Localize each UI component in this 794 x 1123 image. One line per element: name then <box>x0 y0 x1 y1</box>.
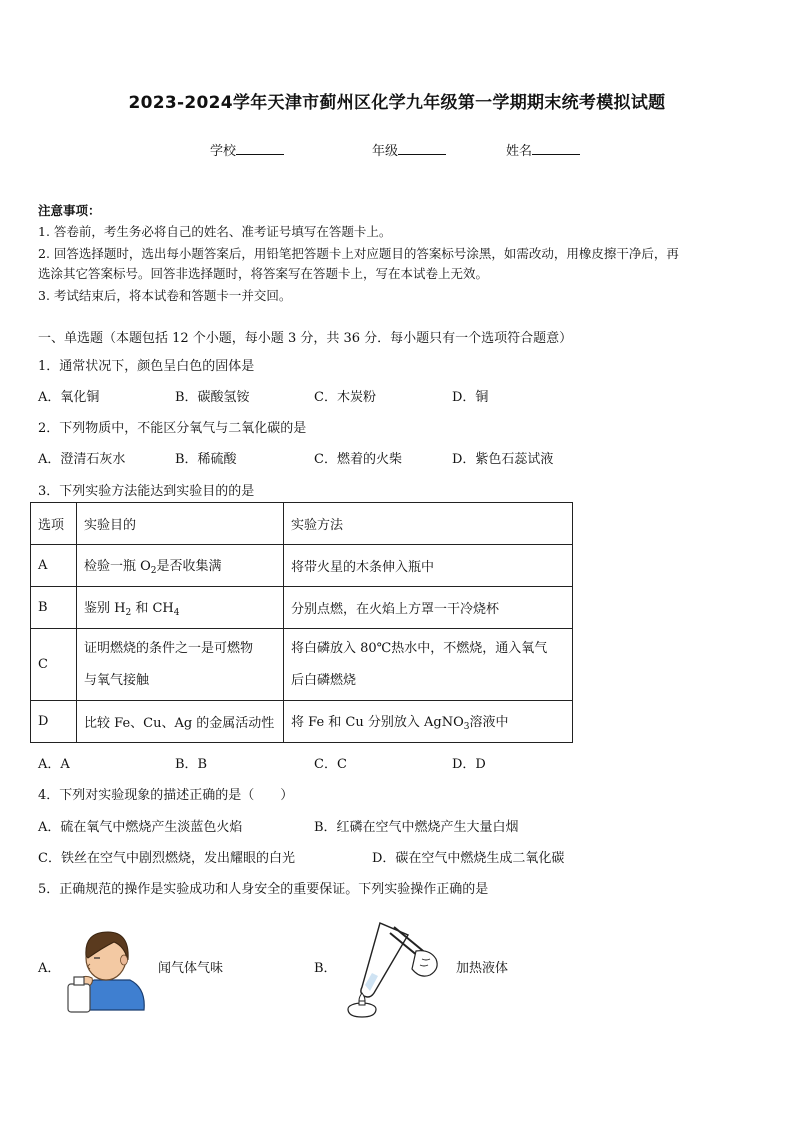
q3-stem: 3．下列实验方法能达到实验目的的是 <box>38 484 255 499</box>
header-option: 选项 <box>31 503 77 545</box>
name-blank <box>532 142 580 155</box>
table-row <box>31 545 573 587</box>
q5-option-a-label: A． <box>38 961 61 976</box>
q2-option-a: A．澄清石灰水 <box>38 452 126 467</box>
name-field <box>506 140 580 159</box>
notice-heading: 注意事项： <box>38 203 101 218</box>
header-method: 实验方法 <box>284 503 573 545</box>
notice-item-3: 3. 考试结束后，将本试卷和答题卡一并交回。 <box>38 288 292 303</box>
table-header-row <box>31 503 573 545</box>
notice-item-2-cont: 选涂其它答案标号。回答非选择题时，将答案写在答题卡上，写在本试卷上无效。 <box>38 266 489 281</box>
q5-option-a-text: 闻气体气味 <box>158 961 224 976</box>
row-b-option: B <box>31 587 77 629</box>
row-a-goal: 检验一瓶 $O_2$是否收集满 <box>77 545 284 587</box>
q2-option-b: B．稀硫酸 <box>175 452 237 467</box>
row-c-method: 将白磷放入 80℃热水中，不燃烧，通入氧气 后白磷燃烧 <box>284 629 573 701</box>
school-blank <box>236 142 284 155</box>
q1-option-b: B．碳酸氢铵 <box>175 390 250 405</box>
q1-stem: 1．通常状况下，颜色呈白色的固体是 <box>38 359 255 374</box>
q5-option-b-text: 加热液体 <box>456 961 509 976</box>
row-b-goal: 鉴别 $H_2$ 和 $CH_4$ <box>77 587 284 629</box>
row-d-method: 将 Fe 和 Cu 分别放入 AgNO$_3$溶液中 <box>284 701 573 743</box>
smelling-gas-illustration <box>64 922 148 1014</box>
q3-option-d: D．D <box>452 757 486 772</box>
q4-option-d: D．碳在空气中燃烧生成二氧化碳 <box>372 851 565 866</box>
q5-option-b-label: B． <box>314 961 337 976</box>
row-d-option: D <box>31 701 77 743</box>
row-c-goal: 证明燃烧的条件之一是可燃物 与氧气接触 <box>77 629 284 701</box>
school-label: 学校 <box>210 144 237 159</box>
row-a-option: A <box>31 545 77 587</box>
q4-stem: 4．下列对实验现象的描述正确的是（ ） <box>38 788 294 803</box>
header-goal: 实验目的 <box>77 503 284 545</box>
school-field <box>210 140 284 159</box>
row-a-method: 将带火星的木条伸入瓶中 <box>284 545 573 587</box>
q1-option-a: A．氧化铜 <box>38 390 100 405</box>
q4-option-b: B．红磷在空气中燃烧产生大量白烟 <box>314 820 519 835</box>
name-label: 姓名 <box>506 144 533 159</box>
notice-item-1: 1. 答卷前，考生务必将自己的姓名、准考证号填写在答题卡上。 <box>38 224 392 239</box>
exam-title: 2023-2024学年天津市蓟州区化学九年级第一学期期末统考模拟试题 <box>128 93 666 113</box>
table-row <box>31 629 573 701</box>
grade-blank <box>398 142 446 155</box>
q2-option-d: D．紫色石蕊试液 <box>452 452 554 467</box>
row-d-goal: 比较 Fe、Cu、Ag 的金属活动性 <box>77 701 284 743</box>
q5-stem: 5．正确规范的操作是实验成功和人身安全的重要保证。下列实验操作正确的是 <box>38 882 489 897</box>
q2-option-c: C．燃着的火柴 <box>314 452 402 467</box>
q2-stem: 2．下列物质中，不能区分氧气与二氧化碳的是 <box>38 421 307 436</box>
q3-option-c: C．C <box>314 757 347 772</box>
q4-option-a: A．硫在氧气中燃烧产生淡蓝色火焰 <box>38 820 243 835</box>
table-row <box>31 701 573 743</box>
q4-option-c: C．铁丝在空气中剧烈燃烧，发出耀眼的白光 <box>38 851 295 866</box>
q3-table <box>30 502 573 743</box>
heating-liquid-illustration <box>332 915 444 1019</box>
row-c-option: C <box>31 629 77 701</box>
grade-field <box>372 140 446 159</box>
q3-option-b: B．B <box>175 757 208 772</box>
row-b-method: 分别点燃，在火焰上方罩一干冷烧杯 <box>284 587 573 629</box>
grade-label: 年级 <box>372 144 399 159</box>
q1-option-d: D．铜 <box>452 390 489 405</box>
notice-item-2: 2. 回答选择题时，选出每小题答案后，用铅笔把答题卡上对应题目的答案标号涂黑，如需改动，用橡皮擦干净后，再 <box>38 246 679 261</box>
q1-option-c: C．木炭粉 <box>314 390 376 405</box>
q3-option-a: A．A <box>38 757 70 772</box>
table-row <box>31 587 573 629</box>
section-heading: 一、单选题（本题包括 12 个小题，每小题 3 分，共 36 分．每小题只有一个选项符合题意） <box>38 331 573 346</box>
